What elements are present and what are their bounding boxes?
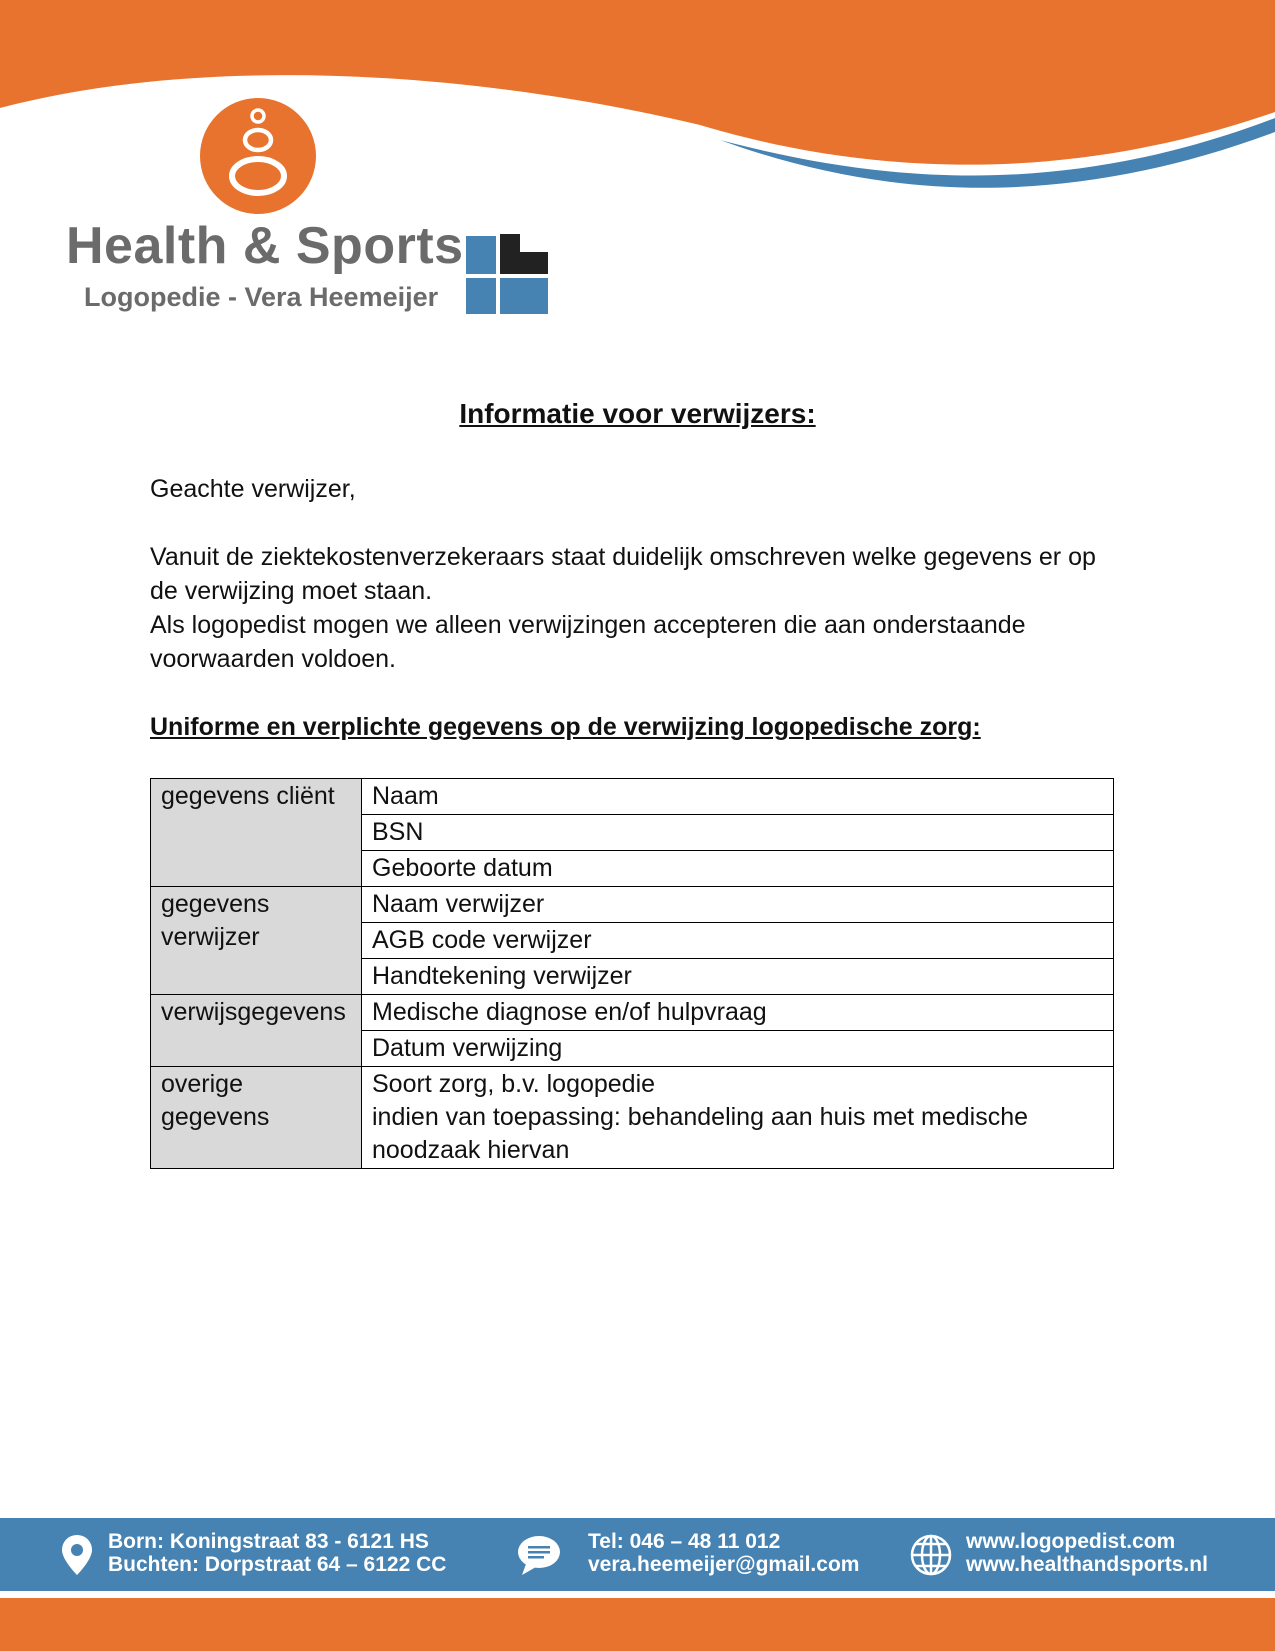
- header-wave: [0, 0, 1275, 210]
- intro-paragraph-2: Als logopedist mogen we alleen verwijzingen accepteren die aan onderstaande voorwaarden voldoen.: [150, 611, 1026, 673]
- footer-contact: [588, 1530, 859, 1576]
- table-row: [151, 995, 1114, 1031]
- brand-title: Health & Sports: [66, 217, 464, 275]
- item-cell: BSN: [362, 815, 1114, 851]
- item-cell: Handtekening verwijzer: [362, 959, 1114, 995]
- category-cell: verwijsgegevens: [151, 995, 362, 1067]
- footer-orange-band: [0, 1598, 1275, 1651]
- category-cell: gegevens verwijzer: [151, 887, 362, 995]
- item-cell: Geboorte datum: [362, 851, 1114, 887]
- brand-logo-text: [66, 218, 464, 312]
- phone-number[interactable]: Tel: 046 – 48 11 012: [588, 1530, 781, 1553]
- email-link[interactable]: vera.heemeijer@gmail.com: [588, 1553, 860, 1576]
- table-row: [151, 887, 1114, 923]
- item-line: Soort zorg, b.v. logopedie: [372, 1070, 656, 1098]
- website-link-2[interactable]: www.healthandsports.nl: [966, 1553, 1208, 1576]
- requirements-table: [150, 778, 1114, 1169]
- greeting: Geachte verwijzer,: [150, 475, 356, 503]
- item-cell: [362, 1067, 1114, 1169]
- item-line: indien van toepassing: behandeling aan huis met medische noodzaak hiervan: [372, 1103, 1029, 1164]
- footer-addresses: [108, 1530, 446, 1576]
- item-cell: Naam verwijzer: [362, 887, 1114, 923]
- logo-circle-icon: [200, 98, 316, 214]
- address-buchten: Buchten: Dorpstraat 64 – 6122 CC: [108, 1553, 447, 1576]
- item-cell: Datum verwijzing: [362, 1031, 1114, 1067]
- location-pin-icon: [54, 1532, 100, 1578]
- intro-text: [150, 540, 1130, 676]
- item-cell: AGB code verwijzer: [362, 923, 1114, 959]
- item-cell: Naam: [362, 779, 1114, 815]
- item-cell: Medische diagnose en/of hulpvraag: [362, 995, 1114, 1031]
- logo-cross-icon: [466, 234, 548, 314]
- globe-icon: [908, 1532, 954, 1578]
- footer-websites: [966, 1530, 1208, 1576]
- address-born: Born: Koningstraat 83 - 6121 HS: [108, 1530, 429, 1553]
- category-cell: overige gegevens: [151, 1067, 362, 1169]
- intro-paragraph-1: Vanuit de ziektekostenverzekeraars staat duidelijk omschreven welke gegevens er op de verwijzing moet staan.: [150, 543, 1096, 605]
- brand-subtitle: Logopedie - Vera Heemeijer: [84, 282, 439, 312]
- document-title: Informatie voor verwijzers:: [459, 398, 816, 429]
- category-cell: gegevens cliënt: [151, 779, 362, 887]
- section-heading: Uniforme en verplichte gegevens op de verwijzing logopedische zorg:: [150, 713, 981, 741]
- website-link-1[interactable]: www.logopedist.com: [966, 1530, 1176, 1553]
- chat-bubble-icon: [516, 1532, 562, 1578]
- table-row: [151, 1067, 1114, 1169]
- table-row: [151, 779, 1114, 815]
